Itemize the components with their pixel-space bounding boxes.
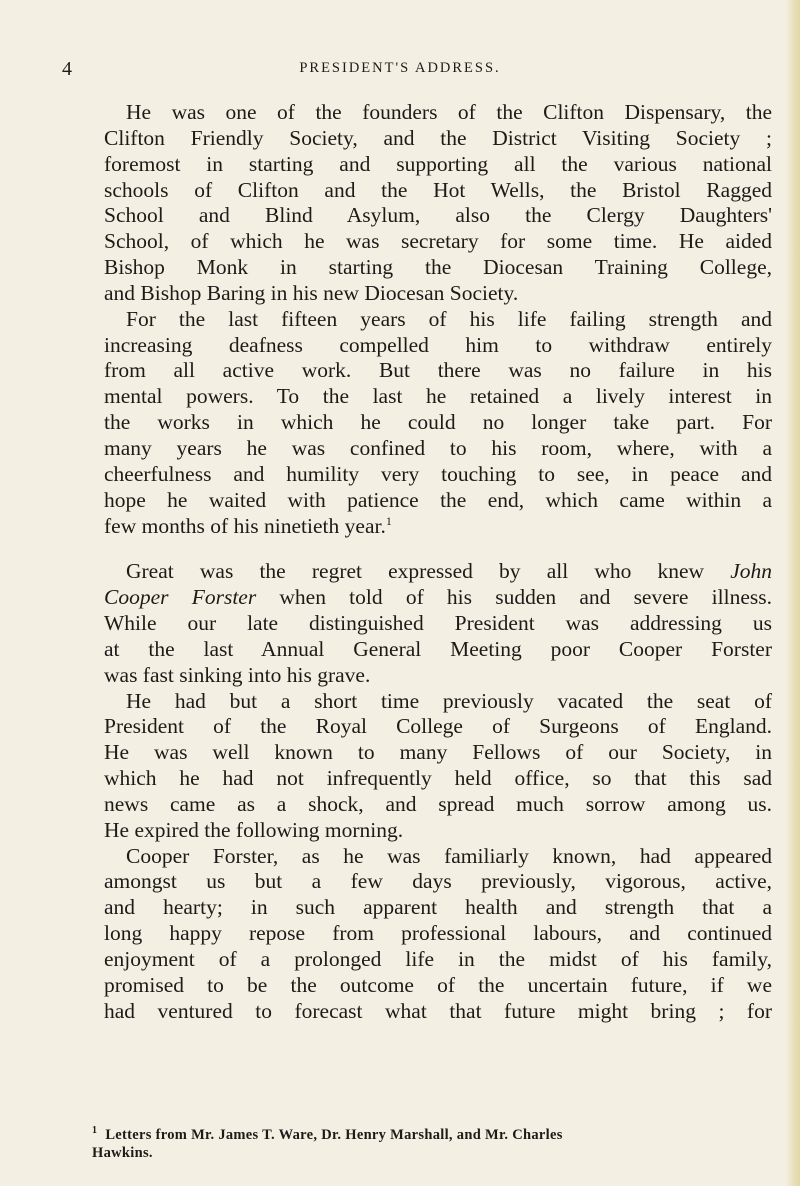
paragraph-cooper-forster-illness [104,559,772,688]
footnote-mark: 1 [92,1125,98,1137]
text-line: hope he waited with patience the end, which came within a [104,487,772,512]
footnote [92,1126,768,1162]
text-line: promised to be the outcome of the uncertain future, if we [104,972,772,997]
text-line: School, of which he was secretary for some time. He aided [104,229,772,254]
page-header [0,58,800,84]
footnote-line: Hawkins. [92,1145,153,1161]
page-edge [786,0,800,1186]
footnote-line [92,1126,768,1144]
text-line: had ventured to forecast what that future might bring ; for [104,998,772,1023]
text-line: the works in which he could no longer take part. For [104,410,772,435]
text-line: enjoyment of a prolonged life in the midst of his family, [104,947,772,971]
text-line: many years he was confined to his room, where, with a [104,435,772,460]
text-line: He was well known to many Fellows of our Society, in [104,740,772,765]
text-line: was fast sinking into his grave. [104,662,371,687]
text-line-content: Great was the regret expressed by all who knew [126,559,731,584]
text-line: which he had not infrequently held office, so that this sad [104,766,772,791]
text-line [104,559,772,585]
text-line: While our late distinguished President was addressing us [104,611,772,636]
text-line: news came as a shock, and spread much sorrow among us. [104,791,772,816]
italic-name: Cooper Forster [104,585,257,610]
paragraph-royal-college [104,689,772,844]
paragraph-familiarly-known [104,844,772,1025]
text-line: He had but a short time previously vacated the seat of [126,688,772,713]
text-line: He was one of the founders of the Clifton Dispensary, the [126,100,772,124]
text-line: President of the Royal College of Surgeons of England. [104,714,772,739]
text-line: and Bishop Baring in his new Diocesan Society. [104,280,519,305]
page-number: 4 [62,58,73,80]
text-line: Clifton Friendly Society, and the District Visiting Society ; [104,125,772,150]
text-line: schools of Clifton and the Hot Wells, the Bristol Ragged [104,177,772,202]
text-line: and hearty; in such apparent health and strength that a [104,895,772,920]
text-line: Cooper Forster, as he was familiarly known, had appeared [126,843,772,868]
text-line-content: few months of his ninetieth year. [104,513,386,538]
text-line: cheerfulness and humility very touching to see, in peace and [104,461,772,486]
text-line: mental powers. To the last he retained a lively interest in [104,384,772,409]
paragraph-founders [104,100,772,307]
text-line: Bishop Monk in starting the Diocesan Training College, [104,255,772,280]
body-text [104,100,772,1025]
text-line [104,585,772,611]
text-line: School and Blind Asylum, also the Clergy Daughters' [104,203,772,228]
running-title: PRESIDENT'S ADDRESS. [299,60,501,76]
text-line: amongst us but a few days previously, vigorous, active, [104,869,772,894]
text-line [104,514,772,540]
italic-name: John [730,559,772,584]
footnote-text: Letters from Mr. James T. Ware, Dr. Henry Marshall, and Mr. Charles [105,1127,563,1143]
text-line: increasing deafness compelled him to withdraw entirely [104,332,772,357]
footnote-reference[interactable]: 1 [385,513,392,528]
text-line: For the last fifteen years of his life failing strength and [126,306,772,331]
text-line: at the last Annual General Meeting poor Cooper Forster [104,636,772,661]
text-line: from all active work. But there was no failure in his [104,358,772,383]
text-line: He expired the following morning. [104,817,404,842]
text-line: foremost in starting and supporting all the various national [104,151,772,176]
paragraph-later-years [104,307,772,540]
text-line-content: when told of his sudden and severe illness. [256,585,772,610]
text-line: long happy repose from professional labours, and continued [104,921,772,946]
